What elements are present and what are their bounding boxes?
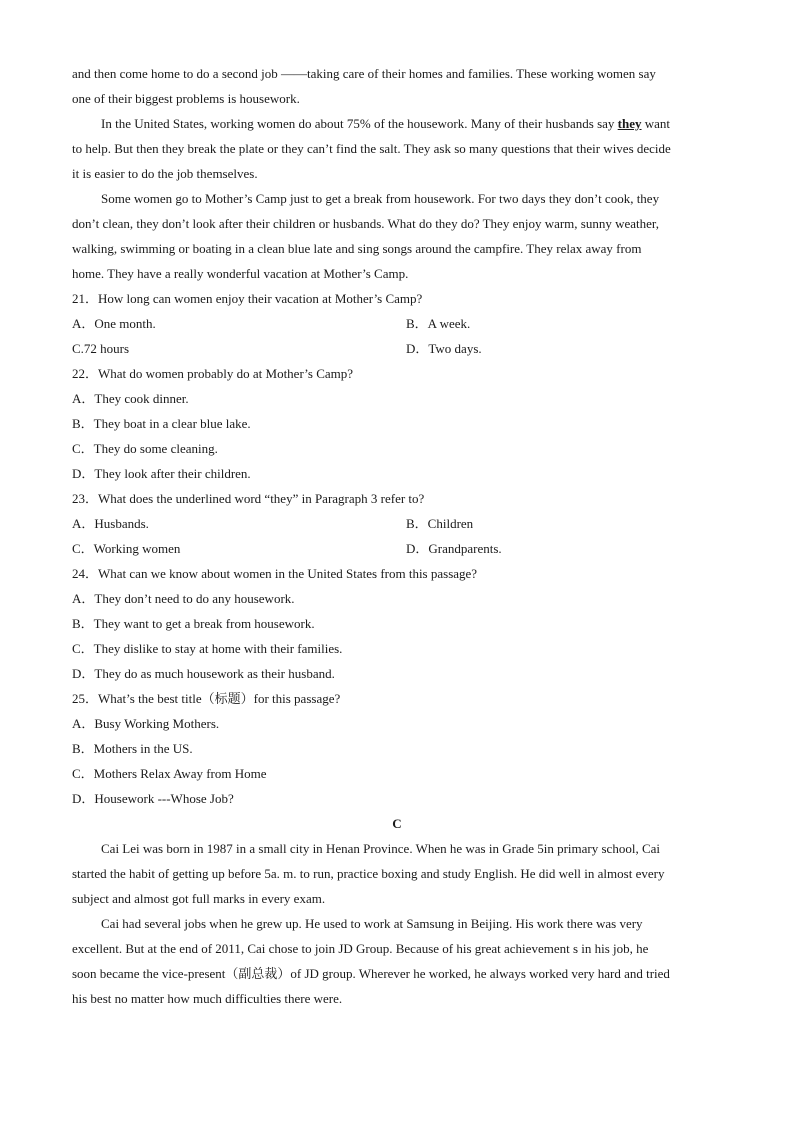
paragraph-line: walking, swimming or boating in a clean blue late and sing songs around the campfire. They relax away from: [72, 241, 642, 256]
paragraph-line: it is easier to do the job themselves.: [72, 166, 258, 181]
text-span: In the United States, working women do about 75% of the housework. Many of their husbands say: [101, 116, 618, 131]
option-c: C.72 hours: [72, 341, 130, 356]
option-c: C．Mothers Relax Away from Home: [72, 766, 267, 781]
option-c: C．Working women: [72, 541, 181, 556]
question-22: [72, 361, 722, 486]
option-c: C．They do some cleaning.: [72, 441, 218, 456]
question-stem: 22．What do women probably do at Mother’s Camp?: [72, 366, 354, 381]
question-stem: 21．How long can women enjoy their vacation at Mother’s Camp?: [72, 291, 423, 306]
section-heading: C: [392, 816, 402, 831]
option-d: D．They look after their children.: [72, 466, 251, 481]
option-d: D．Grandparents.: [406, 541, 502, 556]
paragraph-line: one of their biggest problems is housework.: [72, 91, 300, 106]
option-row: [72, 511, 722, 536]
question-25: [72, 686, 722, 811]
option-a: A．Busy Working Mothers.: [72, 716, 220, 731]
option-c: C．They dislike to stay at home with their families.: [72, 641, 343, 656]
paragraph-line: started the habit of getting up before 5a. m. to run, practice boxing and study English. He did well in almost every: [72, 866, 665, 881]
passage-c: [72, 811, 722, 1011]
option-b: B．Mothers in the US.: [72, 741, 193, 756]
option-b: B．They boat in a clear blue lake.: [72, 416, 251, 431]
passage-b: [72, 61, 722, 286]
question-stem: 23．What does the underlined word “they” in Paragraph 3 refer to?: [72, 491, 425, 506]
paragraph-line: [72, 111, 722, 136]
question-21: [72, 286, 722, 361]
option-d: D．Two days.: [406, 341, 482, 356]
paragraph-line: Some women go to Mother’s Camp just to get a break from housework. For two days they don’t cook, they: [101, 191, 660, 206]
paragraph-line: Cai had several jobs when he grew up. He used to work at Samsung in Beijing. His work there was very: [101, 916, 643, 931]
question-23: [72, 486, 722, 561]
underlined-word: they: [617, 116, 642, 131]
paragraph-line: his best no matter how much difficulties there were.: [72, 991, 343, 1006]
option-b: B．Children: [406, 516, 474, 531]
option-row: [72, 336, 722, 361]
paragraph-line: to help. But then they break the plate or they can’t find the salt. They ask so many questions that their wives decide: [72, 141, 671, 156]
question-stem: 25．What’s the best title（标题）for this passage?: [72, 691, 341, 706]
question-stem: 24．What can we know about women in the United States from this passage?: [72, 566, 478, 581]
option-row: [72, 311, 722, 336]
question-24: [72, 561, 722, 686]
document-page: [72, 61, 722, 1011]
option-a: A．One month.: [72, 316, 156, 331]
option-a: A．They cook dinner.: [72, 391, 189, 406]
paragraph-line: and then come home to do a second job ——taking care of their homes and families. These working women say: [72, 66, 656, 81]
option-b: B．A week.: [406, 316, 471, 331]
option-row: [72, 536, 722, 561]
paragraph-line: subject and almost got full marks in every exam.: [72, 891, 326, 906]
option-a: A．They don’t need to do any housework.: [72, 591, 295, 606]
option-a: A．Husbands.: [72, 516, 149, 531]
paragraph-line: home. They have a really wonderful vacation at Mother’s Camp.: [72, 266, 409, 281]
option-b: B．They want to get a break from housework.: [72, 616, 315, 631]
text-span: want: [641, 116, 671, 131]
paragraph-line: excellent. But at the end of 2011, Cai chose to join JD Group. Because of his great achievement s in his job, he: [72, 941, 649, 956]
option-d: D．Housework ---Whose Job?: [72, 791, 234, 806]
paragraph-line: soon became the vice-present（副总裁）of JD group. Wherever he worked, he always worked very hard and tried: [72, 966, 670, 981]
option-d: D．They do as much housework as their husband.: [72, 666, 335, 681]
paragraph-line: don’t clean, they don’t look after their children or husbands. What do they do? They enjoy warm, sunny weather,: [72, 216, 659, 231]
paragraph-line: Cai Lei was born in 1987 in a small city in Henan Province. When he was in Grade 5in primary school, Cai: [101, 841, 660, 856]
